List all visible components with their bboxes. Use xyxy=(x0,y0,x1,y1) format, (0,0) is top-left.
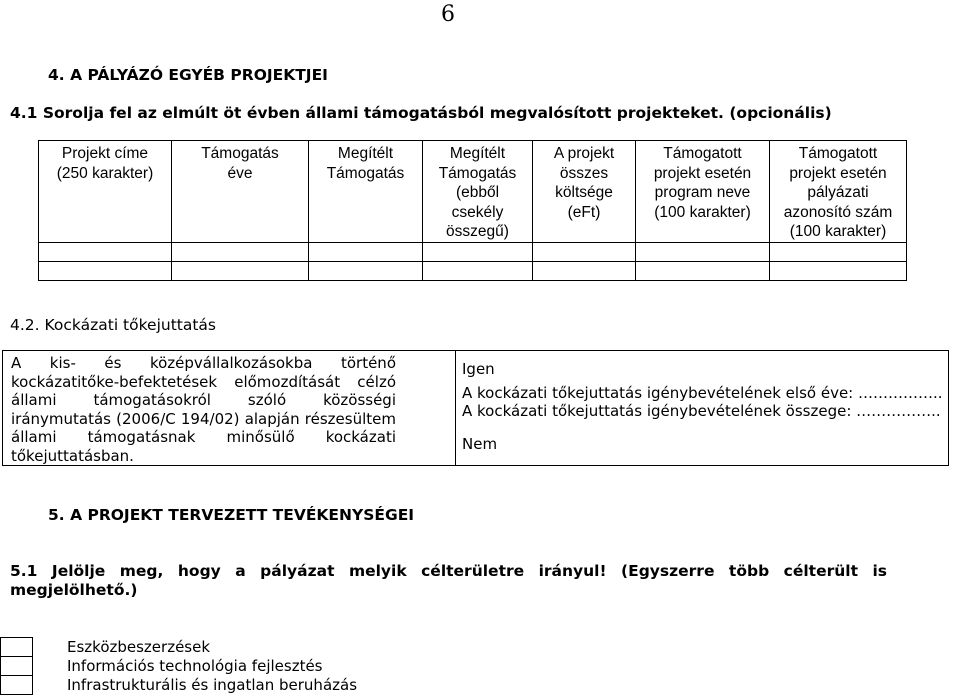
header-total-cost: A projekt összes költsége (eFt) xyxy=(533,141,636,243)
header-program-name: Támogatott projekt esetén program neve (100 karakter) xyxy=(636,141,770,243)
section-5-1-heading: 5.1 Jelölje meg, hogy a pályázat melyik célterületre irányul! (Egyszerre több célterült is xyxy=(10,562,887,580)
option-label-equipment: Eszközbeszerzések xyxy=(67,638,211,656)
header-support-year: Támogatás éve xyxy=(172,141,309,243)
yes-option[interactable]: Igen xyxy=(462,360,495,378)
venture-capital-statement: A kis- és középvállalkozásokba történő kockázatitőke-befektetések előmozdítását célzó állami támogatásokról szóló közösségi iránymutatás (2006/C 194/02) alapján részesültem állami támogatásnak minősülő kockázati tőkejuttatásban. xyxy=(11,354,396,465)
header-project-title: Projekt címe (250 karakter) xyxy=(39,141,172,243)
header-tender-id: Támogatott projekt esetén pályázati azonosító szám (100 karakter) xyxy=(770,141,907,243)
page-number: 6 xyxy=(441,2,455,27)
amount-field[interactable]: A kockázati tőkejuttatás igénybevételének összege: …………….. xyxy=(462,402,941,420)
table-row[interactable] xyxy=(39,242,907,261)
projects-table-header-row xyxy=(39,141,907,243)
section-4-title: 4. A PÁLYÁZÓ EGYÉB PROJEKTJEI xyxy=(48,66,328,84)
option-label-infrastructure: Infrastrukturális és ingatlan beruházás xyxy=(67,676,358,694)
checkbox-it-development[interactable] xyxy=(0,656,33,676)
section-4-2-heading: 4.2. Kockázati tőkejuttatás xyxy=(10,316,217,334)
box-divider xyxy=(455,351,456,465)
first-year-field[interactable]: A kockázati tőkejuttatás igénybevételének első éve: …………….. xyxy=(462,384,943,402)
header-granted-support: Megítélt Támogatás xyxy=(309,141,423,243)
table-row[interactable] xyxy=(39,261,907,280)
section-4-1-heading: 4.1 Sorolja fel az elmúlt öt évben állami támogatásból megvalósított projekteket. (opcionális) xyxy=(10,104,832,122)
section-5-1-heading-cont: megjelölhető.) xyxy=(10,581,138,599)
section-5-title: 5. A PROJEKT TERVEZETT TEVÉKENYSÉGEI xyxy=(48,506,415,524)
checkbox-infrastructure[interactable] xyxy=(0,675,33,695)
venture-capital-box xyxy=(2,350,949,466)
projects-table xyxy=(38,140,907,281)
option-label-it-development: Információs technológia fejlesztés xyxy=(67,657,323,675)
checkbox-equipment[interactable] xyxy=(0,637,33,657)
no-option[interactable]: Nem xyxy=(462,435,498,453)
header-granted-de-minimis: Megítélt Támogatás (ebből csekély összegű) xyxy=(423,141,533,243)
